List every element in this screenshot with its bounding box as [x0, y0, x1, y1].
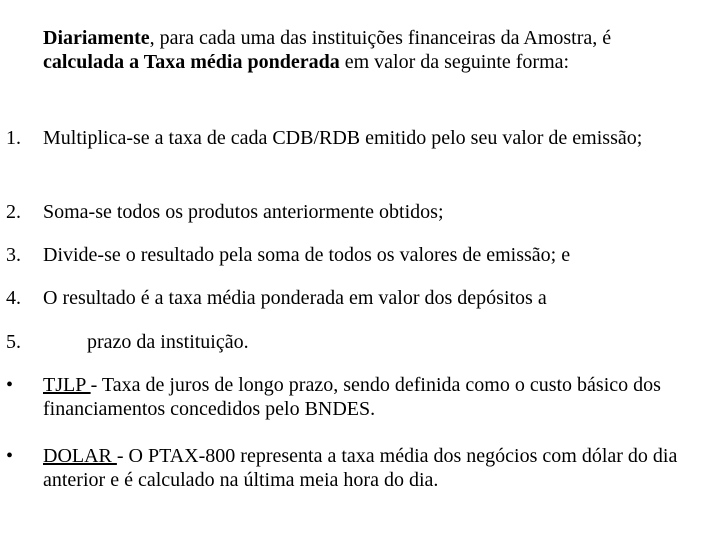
step-number: 1.	[6, 127, 21, 149]
term-tjlp: TJLP	[43, 374, 91, 396]
intro-bold-diariamente: Diariamente	[43, 27, 150, 49]
step-number: 3.	[6, 244, 21, 266]
bullet-description: - O PTAX-800 representa a taxa média dos negócios com dólar do dia anterior e é calculado na última meia hora do dia.	[43, 445, 678, 491]
intro-text-part1: , para cada uma das instituições financeiras da Amostra, é	[149, 27, 612, 49]
step-text: Divide-se o resultado pela soma de todos os valores de emissão; e	[43, 244, 571, 266]
intro-text	[43, 26, 640, 74]
intro-bold-taxa: calculada a Taxa média ponderada	[43, 51, 340, 73]
term-dolar: DOLAR	[43, 445, 117, 467]
intro-text-part2: em valor da seguinte forma:	[339, 51, 570, 73]
step-text: prazo da instituição.	[87, 331, 249, 353]
step-number: 5.	[6, 331, 21, 353]
bullet-text	[43, 444, 702, 492]
step-text: Soma-se todos os produtos anteriormente obtidos;	[43, 201, 444, 223]
bullet-text	[43, 373, 702, 421]
bullet-marker: •	[6, 374, 14, 396]
step-number: 2.	[6, 201, 21, 223]
bullet-description: - Taxa de juros de longo prazo, sendo definida como o custo básico dos financiamentos concedidos pelo BNDES.	[43, 374, 661, 420]
bullet-marker: •	[6, 445, 14, 467]
step-number: 4.	[6, 287, 21, 309]
step-text: O resultado é a taxa média ponderada em valor dos depósitos a	[43, 287, 547, 309]
step-text: Multiplica-se a taxa de cada CDB/RDB emitido pelo seu valor de emissão;	[43, 127, 643, 149]
